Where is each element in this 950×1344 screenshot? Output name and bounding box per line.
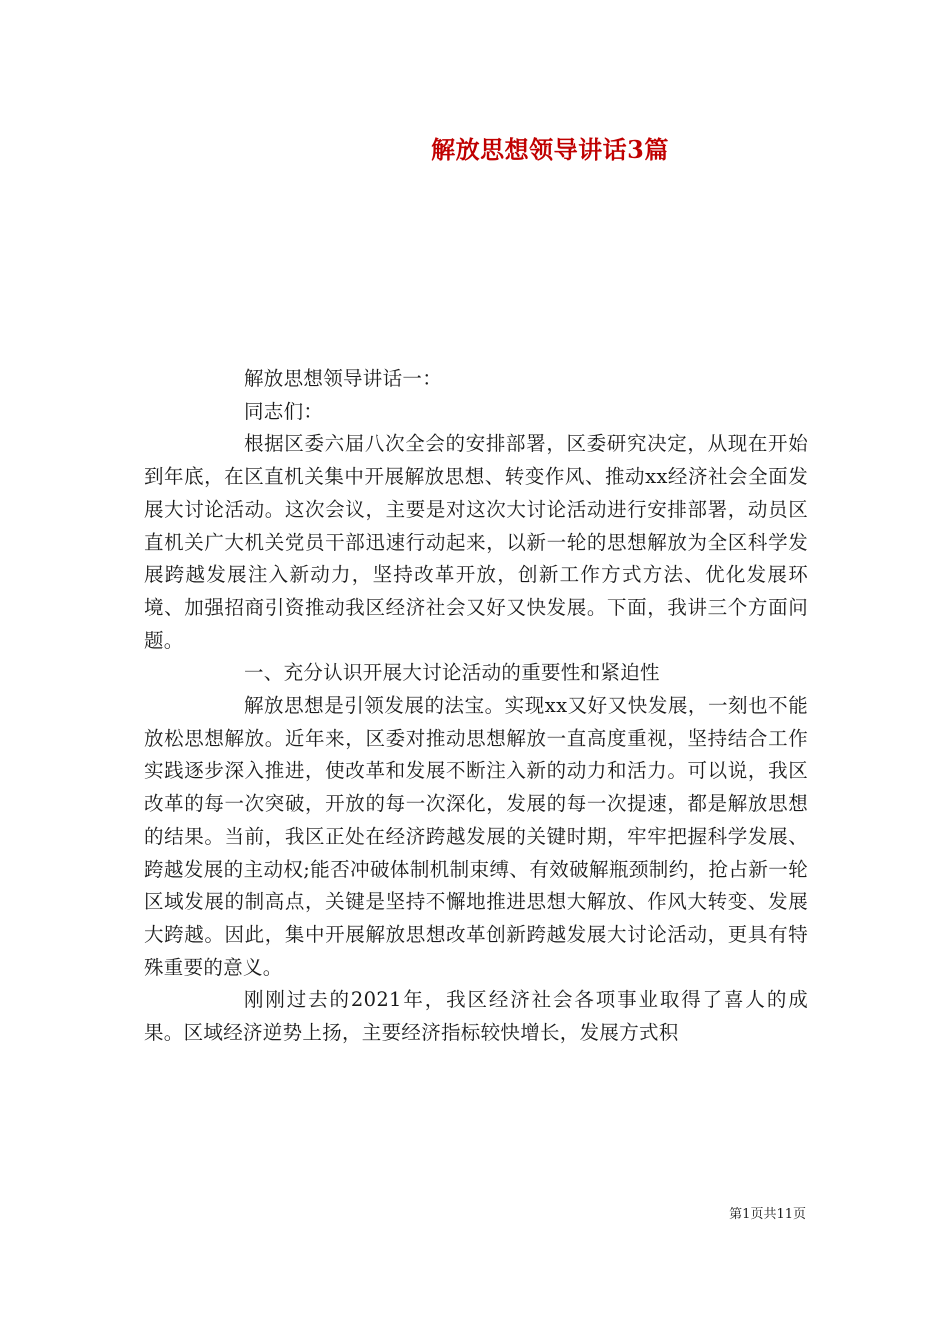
document-body [144,363,808,1050]
paragraph-intro: 根据区委六届八次全会的安排部署，区委研究决定，从现在开始到年底，在区直机关集中开展解放思想、转变作风、推动xx经济社会全面发展大讨论活动。这次会议，主要是对这次大讨论活动进行安排部署，动员区直机关广大机关党员干部迅速行动起来，以新一轮的思想解放为全区科学发展跨越发展注入新动力，坚持改革开放，创新工作方式方法、优化发展环境、加强招商引资推动我区经济社会又好又快发展。下面，我讲三个方面问题。 [144,432,808,652]
paragraph-section-heading: 一、充分认识开展大讨论活动的重要性和紧迫性 [244,661,660,685]
page-number: 第1页共11页 [729,1207,806,1222]
paragraph-speech-heading: 解放思想领导讲话一： [244,367,443,390]
paragraph-body: 解放思想是引领发展的法宝。实现xx又好又快发展，一刻也不能放松思想解放。近年来，区委对推动思想解放一直高度重视，坚持结合工作实践逐步深入推进，使改革和发展不断注入新的动力和活力。可以说，我区改革的每一次突破，开放的每一次深化，发展的每一次提速，都是解放思想的结果。当前，我区正处在经济跨越发展的关键时期，牢牢把握科学发展、跨越发展的主动权;能否冲破体制机制束缚、有效破解瓶颈制约，抢占新一轮区域发展的制高点，关键是坚持不懈地推进思想大解放、作风大转变、发展大跨越。因此，集中开展解放思想改革创新跨越发展大讨论活动，更具有特殊重要的意义。 [144,694,808,979]
paragraph-salutation: 同志们： [244,399,324,423]
document-title: 解放思想领导讲话3篇 [431,135,669,164]
paragraph-body: 刚刚过去的2021年，我区经济社会各项事业取得了喜人的成果。区域经济逆势上扬，主要经济指标较快增长，发展方式积 [144,988,808,1045]
